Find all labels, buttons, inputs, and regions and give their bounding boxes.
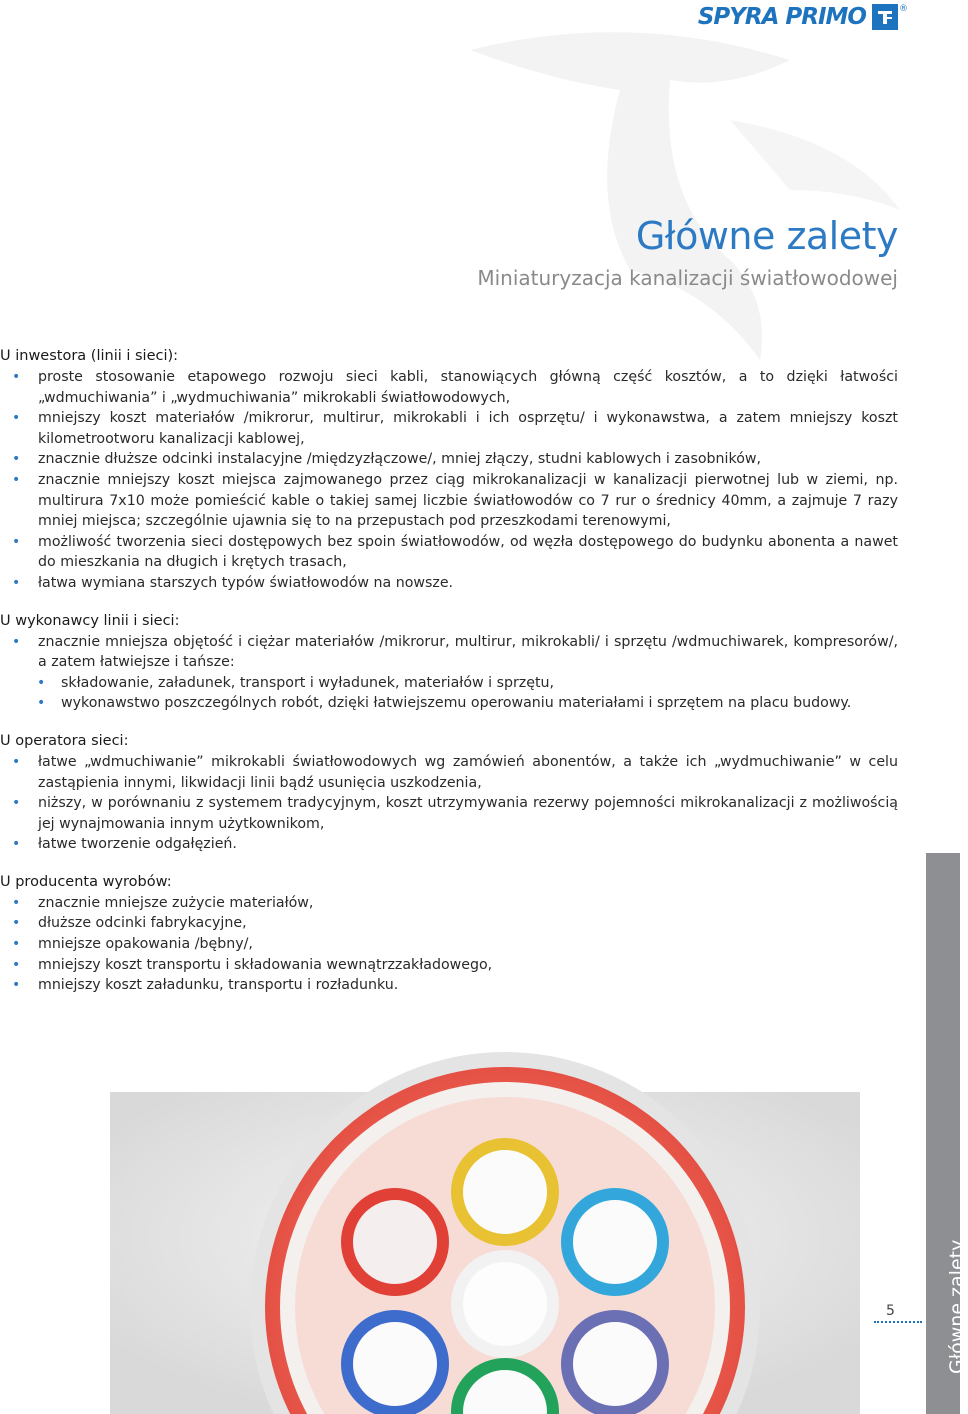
page-title: Główne zalety bbox=[635, 214, 898, 258]
page-number: 5 bbox=[886, 1303, 895, 1319]
page-number-underline bbox=[874, 1321, 922, 1323]
list-item: • znacznie mniejsza objętość i ciężar materiałów /mikrorur, multirur, mikrokabli/ i sprzętu /wdmuchiwarek, kompresorów/, a zatem łatwiejsze i tańsze: bbox=[0, 632, 898, 673]
brand-name: SPYRA PRIMO bbox=[697, 4, 866, 30]
list-item: • łatwe tworzenie odgałęzień. bbox=[0, 834, 898, 855]
section-producer bbox=[0, 872, 898, 996]
section-title: U operatora sieci: bbox=[0, 732, 129, 749]
section-title: U wykonawcy linii i sieci: bbox=[0, 612, 180, 629]
section-operator bbox=[0, 731, 898, 855]
list-item: • mniejszy koszt materiałów /mikrorur, multirur, mikrokabli i ich osprzętu/ i wykonawstwa, a zatem mniejszy koszt kilometrootworu kanalizacji kablowej, bbox=[0, 408, 898, 449]
page-subtitle: Miniaturyzacja kanalizacji światłowodowej bbox=[477, 266, 898, 290]
main-content bbox=[0, 346, 898, 1013]
registered-mark: ® bbox=[899, 4, 908, 14]
list-item: • proste stosowanie etapowego rozwoju sieci kabli, stanowiących główną część kosztów, a to dzięki łatwości „wdmuchiwania” i „wydmuchiwania” mikrokabli światłowodowych, bbox=[0, 367, 898, 408]
section-investor bbox=[0, 346, 898, 594]
list-item: • znacznie mniejszy koszt miejsca zajmowanego przez ciąg mikrokanalizacji w kanalizacji pierwotnej lub w ziemi, np. multirura 7x10 może pomieścić kable o takiej samej liczbie światłowodów co 7 rur o średnicy 40mm, a zajmuje 7 razy mniej miejsca; szczególnie ujawnia się to na przepustach pod przeszkodami terenowymi, bbox=[0, 470, 898, 532]
list-item: • dłuższe odcinki fabrykacyjne, bbox=[0, 913, 898, 934]
bullet-list bbox=[0, 752, 898, 855]
list-item: • łatwa wymiana starszych typów światłowodów na nowsze. bbox=[0, 573, 898, 594]
list-item: • znacznie dłuższe odcinki instalacyjne /międzyzłączowe/, mniej złączy, studni kablowych i zasobników, bbox=[0, 449, 898, 470]
section-title: U inwestora (linii i sieci): bbox=[0, 348, 179, 364]
sub-list-item: • wykonawstwo poszczególnych robót, dzięki łatwiejszemu operowaniu materiałami i sprzętem na placu budowy. bbox=[0, 693, 898, 714]
sub-list-item: • składowanie, załadunek, transport i wyładunek, materiałów i sprzętu, bbox=[0, 673, 898, 694]
section-contractor bbox=[0, 611, 898, 714]
watermark-logo bbox=[430, 0, 960, 380]
multiduct-photo bbox=[110, 1092, 860, 1414]
brand-mark-icon bbox=[872, 4, 898, 30]
section-title: U producenta wyrobów: bbox=[0, 873, 172, 890]
bullet-list bbox=[0, 367, 898, 594]
list-item: • łatwe „wdmuchiwanie” mikrokabli światłowodowych wg zamówień abonentów, a także ich „wydmuchiwanie” w celu zastąpienia innymi, likwidacji linii bądź usunięcia uszkodzenia, bbox=[0, 752, 898, 793]
list-item: • możliwość tworzenia sieci dostępowych bez spoin światłowodów, od węzła dostępowego do budynku abonenta a nawet do mieszkania na długich i krętych trasach, bbox=[0, 532, 898, 573]
bullet-list bbox=[0, 632, 898, 714]
list-item: • niższy, w porównaniu z systemem tradycyjnym, koszt utrzymywania rezerwy pojemności mikrokanalizacji z możliwością jej wynajmowania innym użytkownikom, bbox=[0, 793, 898, 834]
bullet-list bbox=[0, 893, 898, 996]
list-item: • znacznie mniejsze zużycie materiałów, bbox=[0, 893, 898, 914]
brand-logo bbox=[697, 4, 908, 30]
list-item: • mniejszy koszt załadunku, transportu i rozładunku. bbox=[0, 975, 898, 996]
list-item: • mniejszy koszt transportu i składowania wewnątrzzakładowego, bbox=[0, 955, 898, 976]
list-item: • mniejsze opakowania /bębny/, bbox=[0, 934, 898, 955]
side-tab-label: Główne zalety bbox=[946, 1239, 968, 1374]
